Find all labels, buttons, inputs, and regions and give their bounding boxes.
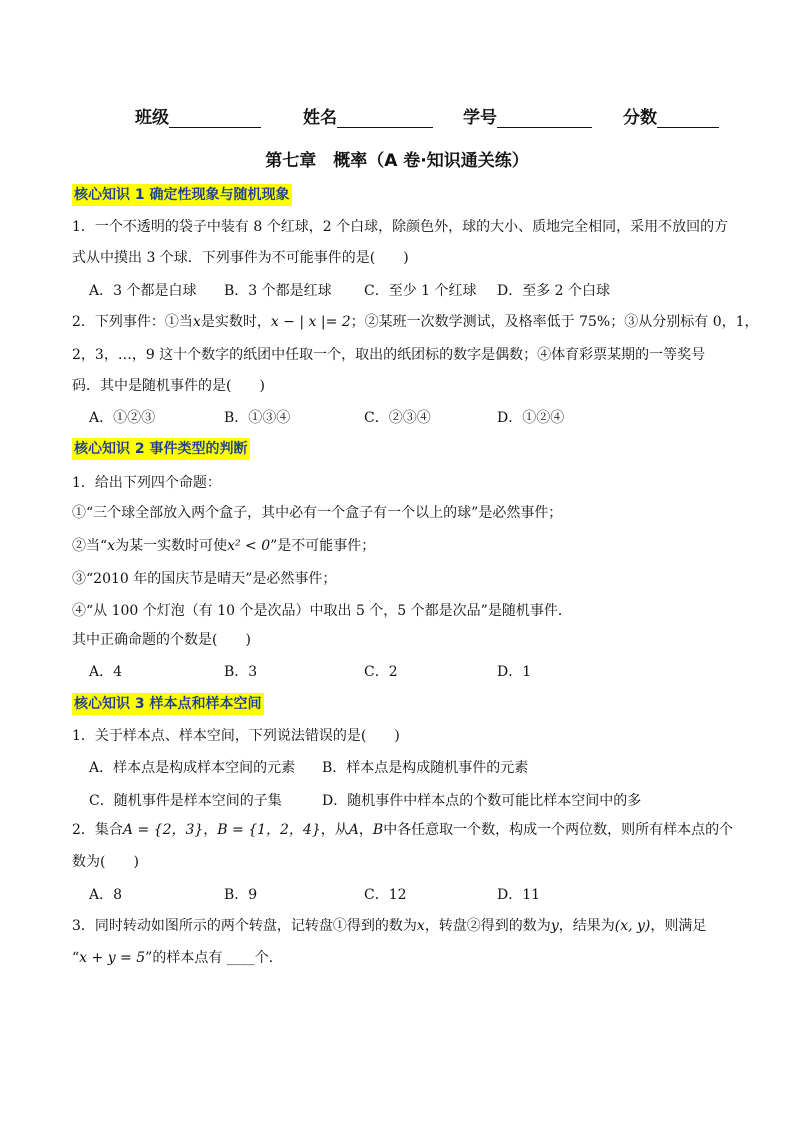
s3-q2-set-b: B = {1，2，4} <box>217 822 321 838</box>
s3-q2-option-a[interactable]: A．8 <box>89 887 123 903</box>
s3-q1-option-b[interactable]: B．样本点是构成随机事件的元素 <box>322 760 529 776</box>
s2-p2-text-a: ②当“ <box>72 538 108 554</box>
s2-q1-option-b[interactable]: B．3 <box>224 664 258 680</box>
s2-q1-intro: 1．给出下列四个命题： <box>72 475 221 491</box>
s1-q2-text-c: ；②某班一次数学测试，及格率低于 75%；③从分别标有 0，1， <box>350 314 759 330</box>
s3-q2-var-b: B <box>372 822 384 838</box>
s3-q2-text-a: 2．集合 <box>72 822 123 838</box>
student-info-header <box>0 103 794 133</box>
class-blank[interactable] <box>169 109 261 128</box>
name-blank[interactable] <box>337 109 433 128</box>
s1-q2-line3: 码．其中是随机事件的是( ) <box>72 378 265 394</box>
s3-q3-line2 <box>72 948 283 968</box>
section-2-heading: 核心知识 2 事件类型的判断 <box>72 438 250 460</box>
class-label: 班级 <box>135 108 169 128</box>
s3-q2-option-d[interactable]: D．11 <box>497 887 541 903</box>
s3-q1-option-d[interactable]: D．随机事件中样本点的个数可能比样本空间中的多 <box>322 793 642 809</box>
page-title: 第七章 概率（A 卷·知识通关练） <box>265 151 529 171</box>
s1-q1-line1: 1．一个不透明的袋子中装有 8 个红球，2 个白球，除颜色外，球的大小、质地完全相同，采用不放回的方 <box>72 219 729 235</box>
s3-q3-pair: (x, y) <box>614 918 651 934</box>
s1-q1-option-c[interactable]: C．至少 1 个红球 <box>364 283 477 299</box>
s2-q1-proposition-1: ①“三个球全部放入两个盒子，其中必有一个盒子有一个以上的球”是必然事件； <box>72 505 563 521</box>
s3-q3-text-d: ，则满足 <box>650 918 707 934</box>
s3-q2-option-c[interactable]: C．12 <box>364 887 407 903</box>
s2-q1-option-c[interactable]: C．2 <box>364 664 398 680</box>
s1-q1-option-a[interactable]: A．3 个都是白球 <box>89 283 197 299</box>
s2-p2-formula: x² < 0 <box>227 538 271 554</box>
s3-q2-line2: 数为( ) <box>72 854 139 870</box>
student-id-label: 学号 <box>463 108 497 128</box>
section-3-heading: 核心知识 3 样本点和样本空间 <box>72 693 264 715</box>
name-label: 姓名 <box>303 108 337 128</box>
s2-q1-option-d[interactable]: D．1 <box>497 664 532 680</box>
name-field <box>303 103 433 128</box>
s2-q1-proposition-4: ④“从 100 个灯泡（有 10 个是次品）中取出 5 个，5 个都是次品”是随机事件． <box>72 603 572 619</box>
s3-q2-set-a: A = {2，3} <box>122 822 204 838</box>
s2-q1-proposition-3: ③“2010 年的国庆节是晴天”是必然事件； <box>72 571 337 587</box>
s2-p2-text-c: ”是不可能事件； <box>270 538 376 554</box>
s3-q3-text-a: 3．同时转动如图所示的两个转盘，记转盘①得到的数为 <box>72 918 417 934</box>
score-field <box>623 103 719 128</box>
s1-q2-line2: 2，3，…，9 这十个数字的纸团中任取一个，取出的纸团标的数字是偶数；④体育彩票某期的一等奖号 <box>72 347 706 363</box>
s3-q2-line1 <box>72 820 733 840</box>
student-id-blank[interactable] <box>497 109 592 128</box>
s1-q2-option-d[interactable]: D．①②④ <box>497 410 565 426</box>
s3-q1-option-c[interactable]: C．随机事件是样本空间的子集 <box>89 793 282 809</box>
s1-q1-line2: 式从中摸出 3 个球．下列事件为不可能事件的是( ) <box>72 250 409 266</box>
s3-q2-var-a: A <box>348 822 359 838</box>
s2-q1-proposition-2 <box>72 536 375 556</box>
section-1-heading: 核心知识 1 确定性现象与随机现象 <box>72 184 292 206</box>
s2-q1-question: 其中正确命题的个数是( ) <box>72 632 251 648</box>
s3-q3-text-c: ，结果为 <box>558 918 615 934</box>
s3-q2-sep: ， <box>203 822 218 838</box>
s3-q2-text-d: 中各任意取一个数，构成一个两位数，则所有样本点的个 <box>383 822 734 838</box>
s3-q2-text-b: ，从 <box>320 822 349 838</box>
s3-q1-option-a[interactable]: A．样本点是构成样本空间的元素 <box>89 760 296 776</box>
s2-p2-var-x: x <box>107 538 116 554</box>
class-field <box>135 103 261 128</box>
score-label: 分数 <box>623 108 657 128</box>
s3-q3-var-y: y <box>550 918 559 934</box>
s3-q3-text-end: ”的样本点有 ____个． <box>145 950 283 966</box>
score-blank[interactable] <box>657 109 719 128</box>
s2-q1-option-a[interactable]: A．4 <box>89 664 123 680</box>
s1-q2-formula: x − | x |= 2 <box>270 314 351 330</box>
s1-q2-text-b: 是实数时， <box>200 314 271 330</box>
s1-q2-text-a: 2．下列事件：①当 <box>72 314 193 330</box>
s1-q1-option-d[interactable]: D．至多 2 个白球 <box>497 283 611 299</box>
student-id-field <box>463 103 592 128</box>
s1-q2-option-c[interactable]: C．②③④ <box>364 410 431 426</box>
s1-q2-var-x: x <box>192 314 201 330</box>
s1-q2-option-a[interactable]: A．①②③ <box>89 410 156 426</box>
s1-q1-option-b[interactable]: B．3 个都是红球 <box>224 283 332 299</box>
s1-q2-line1 <box>72 312 759 332</box>
s3-q2-option-b[interactable]: B．9 <box>224 887 258 903</box>
s3-q1-line1: 1．关于样本点、样本空间，下列说法错误的是( ) <box>72 728 400 744</box>
s3-q3-text-b: ，转盘②得到的数为 <box>424 918 551 934</box>
s2-p2-text-b: 为某一实数时可使 <box>115 538 228 554</box>
s3-q3-line1 <box>72 916 706 936</box>
s3-q3-formula: x + y = 5 <box>79 950 146 966</box>
s3-q3-quote-open: “ <box>72 950 80 966</box>
s3-q3-var-x: x <box>416 918 425 934</box>
s1-q2-option-b[interactable]: B．①③④ <box>224 410 291 426</box>
s3-q2-text-c: ， <box>358 822 373 838</box>
